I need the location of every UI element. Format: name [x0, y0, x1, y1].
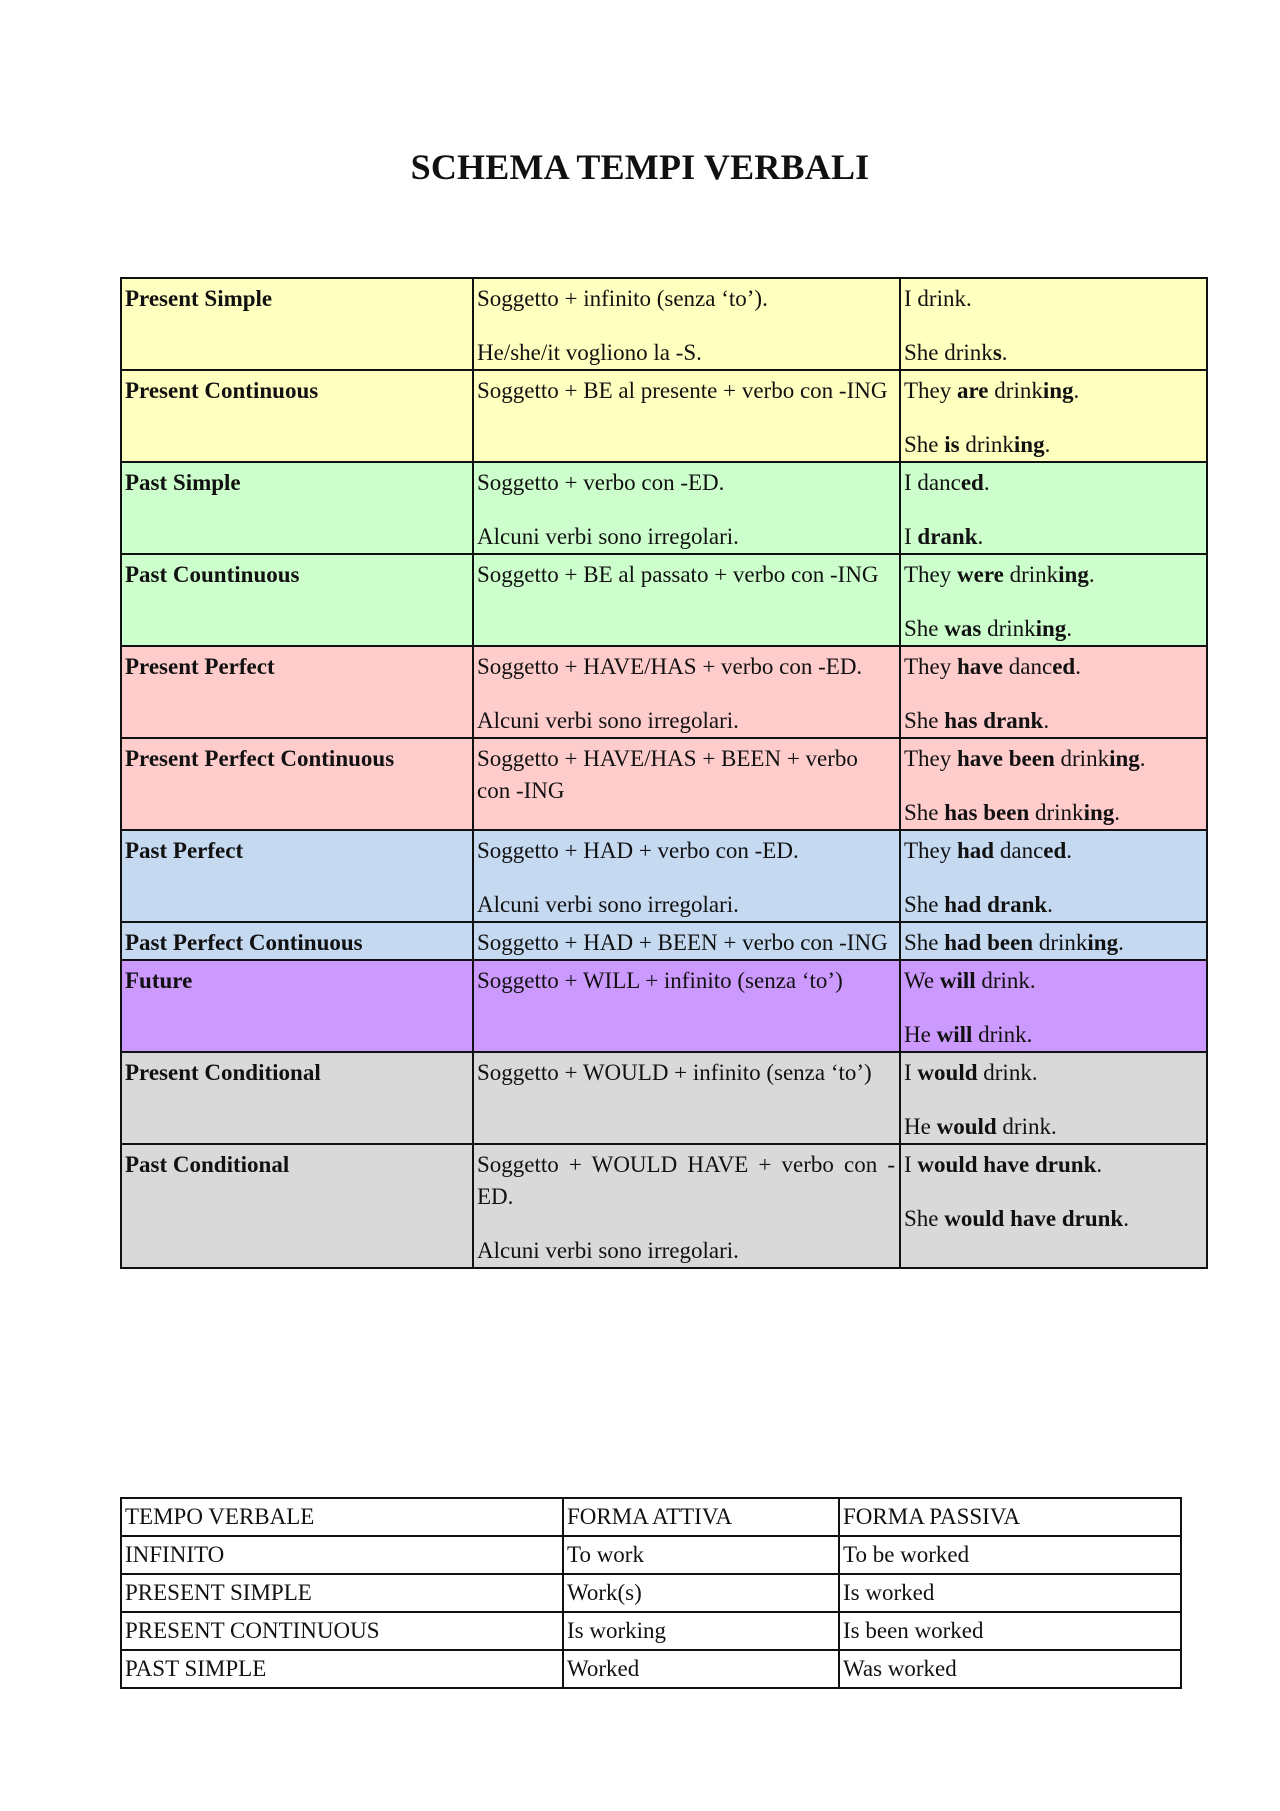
highlighted-form: have been — [957, 746, 1055, 771]
rule-line: Soggetto + WILL + infinito (senza ‘to’) — [477, 968, 843, 993]
tense-name: Present Perfect Continuous — [121, 738, 473, 830]
tense-examples — [900, 646, 1207, 738]
rule-line: Alcuni verbi sono irregolari. — [477, 708, 739, 733]
highlighted-form: would have drunk — [944, 1206, 1124, 1231]
rule-line: He/she/it vogliono la -S. — [477, 340, 702, 365]
example-sentence: They have danced. — [904, 654, 1081, 679]
highlighted-form: have — [957, 654, 1004, 679]
highlighted-form: ing — [1087, 930, 1119, 955]
tense-row — [121, 830, 1207, 922]
tense-row — [121, 922, 1207, 960]
example-sentence: I danced. — [904, 470, 990, 495]
table-cell: PRESENT CONTINUOUS — [121, 1612, 563, 1650]
verb-tenses-table — [120, 277, 1208, 1269]
example-sentence: We will drink. — [904, 968, 1036, 993]
tense-name: Past Perfect — [121, 830, 473, 922]
highlighted-form: had — [957, 838, 995, 863]
example-sentence: They were drinking. — [904, 562, 1095, 587]
table-cell: To work — [563, 1536, 839, 1574]
highlighted-form: had been — [944, 930, 1034, 955]
tense-name: Present Perfect — [121, 646, 473, 738]
example-sentence: She is drinking. — [904, 432, 1051, 457]
tense-row — [121, 646, 1207, 738]
highlighted-form: was — [944, 616, 982, 641]
tense-rule — [473, 1144, 900, 1268]
table-row — [121, 1536, 1181, 1574]
rule-line: Soggetto + verbo con -ED. — [477, 470, 725, 495]
example-sentence: I would have drunk. — [904, 1152, 1103, 1177]
highlighted-form: would — [936, 1114, 997, 1139]
tense-row — [121, 738, 1207, 830]
highlighted-form: ing — [1083, 800, 1115, 825]
example-sentence: They had danced. — [904, 838, 1073, 863]
tense-rule — [473, 462, 900, 554]
tense-rule — [473, 738, 900, 830]
highlighted-form: had drank — [944, 892, 1048, 917]
highlighted-form: ing — [1035, 616, 1067, 641]
example-sentence: She had been drinking. — [904, 930, 1124, 955]
tense-row — [121, 1052, 1207, 1144]
example-sentence: They are drinking. — [904, 378, 1080, 403]
table-cell: PAST SIMPLE — [121, 1650, 563, 1688]
highlighted-form: will — [936, 1022, 973, 1047]
example-sentence: He would drink. — [904, 1114, 1057, 1139]
example-sentence: She has drank. — [904, 708, 1050, 733]
highlighted-form: will — [939, 968, 976, 993]
tense-examples — [900, 960, 1207, 1052]
tense-rule — [473, 1052, 900, 1144]
example-sentence: They have been drinking. — [904, 746, 1146, 771]
rule-line: Alcuni verbi sono irregolari. — [477, 524, 739, 549]
tense-name: Present Continuous — [121, 370, 473, 462]
highlighted-form: ing — [1109, 746, 1140, 771]
table-cell: Is working — [563, 1612, 839, 1650]
tense-examples — [900, 738, 1207, 830]
rule-line: Soggetto + infinito (senza ‘to’). — [477, 286, 768, 311]
tense-name: Present Simple — [121, 278, 473, 370]
rule-line: Soggetto + WOULD + infinito (senza ‘to’) — [477, 1060, 872, 1085]
tense-rule — [473, 830, 900, 922]
tense-name: Future — [121, 960, 473, 1052]
rule-line: Alcuni verbi sono irregolari. — [477, 892, 739, 917]
tense-row — [121, 462, 1207, 554]
table-cell: Worked — [563, 1650, 839, 1688]
table-cell: PRESENT SIMPLE — [121, 1574, 563, 1612]
tense-rule — [473, 646, 900, 738]
example-sentence: He will drink. — [904, 1022, 1033, 1047]
tense-rule — [473, 370, 900, 462]
highlighted-form: is — [944, 432, 960, 457]
tense-row — [121, 370, 1207, 462]
highlighted-form: ing — [1058, 562, 1089, 587]
tense-rule — [473, 960, 900, 1052]
highlighted-form: would have drunk — [917, 1152, 1097, 1177]
table-cell: INFINITO — [121, 1536, 563, 1574]
table-cell: Work(s) — [563, 1574, 839, 1612]
tense-name: Past Countinuous — [121, 554, 473, 646]
tense-examples — [900, 922, 1207, 960]
tense-row — [121, 1144, 1207, 1268]
tense-examples — [900, 830, 1207, 922]
tense-examples — [900, 1052, 1207, 1144]
highlighted-form: ed — [960, 470, 984, 495]
highlighted-form: has been — [944, 800, 1030, 825]
tense-rule — [473, 922, 900, 960]
rule-line: Soggetto + HAD + BEEN + verbo con -ING — [477, 930, 888, 955]
column-header: TEMPO VERBALE — [121, 1498, 563, 1536]
tense-rule — [473, 278, 900, 370]
rule-line: Soggetto + BE al presente + verbo con -ING — [477, 378, 888, 403]
example-sentence: She drinks. — [904, 340, 1008, 365]
rule-line: Soggetto + HAVE/HAS + BEEN + verbo con -ING — [477, 746, 858, 803]
example-sentence: She had drank. — [904, 892, 1053, 917]
highlighted-form: are — [957, 378, 989, 403]
active-passive-table — [120, 1497, 1182, 1689]
highlighted-form: ing — [1042, 378, 1074, 403]
example-sentence: She would have drunk. — [904, 1206, 1129, 1231]
tense-name: Past Simple — [121, 462, 473, 554]
table-row — [121, 1650, 1181, 1688]
table-cell: Was worked — [839, 1650, 1181, 1688]
tense-examples — [900, 462, 1207, 554]
highlighted-form: ing — [1013, 432, 1045, 457]
example-sentence: She was drinking. — [904, 616, 1073, 641]
table-row — [121, 1574, 1181, 1612]
rule-line: Soggetto + BE al passato + verbo con -ING — [477, 562, 879, 587]
highlighted-form: has drank — [944, 708, 1044, 733]
rule-line: Soggetto + WOULD HAVE + verbo con -ED. — [477, 1152, 895, 1209]
rule-line: Soggetto + HAVE/HAS + verbo con -ED. — [477, 654, 863, 679]
highlighted-form: ed — [1052, 654, 1076, 679]
header-row — [121, 1498, 1181, 1536]
rule-line: Alcuni verbi sono irregolari. — [477, 1238, 739, 1263]
example-sentence: I drink. — [904, 286, 972, 311]
tense-name: Past Conditional — [121, 1144, 473, 1268]
highlighted-form: would — [917, 1060, 978, 1085]
tense-row — [121, 554, 1207, 646]
highlighted-form: ed — [1043, 838, 1067, 863]
tense-row — [121, 960, 1207, 1052]
highlighted-form: s — [992, 340, 1002, 365]
tense-examples — [900, 278, 1207, 370]
highlighted-form: were — [957, 562, 1004, 587]
highlighted-form: drank — [917, 524, 978, 549]
example-sentence: I drank. — [904, 524, 984, 549]
example-sentence: She has been drinking. — [904, 800, 1120, 825]
rule-line: Soggetto + HAD + verbo con -ED. — [477, 838, 799, 863]
page-title: SCHEMA TEMPI VERBALI — [410, 147, 870, 187]
tense-name: Present Conditional — [121, 1052, 473, 1144]
table-row — [121, 1612, 1181, 1650]
example-sentence: I would drink. — [904, 1060, 1038, 1085]
table-cell: To be worked — [839, 1536, 1181, 1574]
tense-examples — [900, 1144, 1207, 1268]
table-cell: Is worked — [839, 1574, 1181, 1612]
column-header: FORMA ATTIVA — [563, 1498, 839, 1536]
tense-examples — [900, 554, 1207, 646]
tense-rule — [473, 554, 900, 646]
table-cell: Is been worked — [839, 1612, 1181, 1650]
tense-row — [121, 278, 1207, 370]
tense-examples — [900, 370, 1207, 462]
column-header: FORMA PASSIVA — [839, 1498, 1181, 1536]
tense-name: Past Perfect Continuous — [121, 922, 473, 960]
